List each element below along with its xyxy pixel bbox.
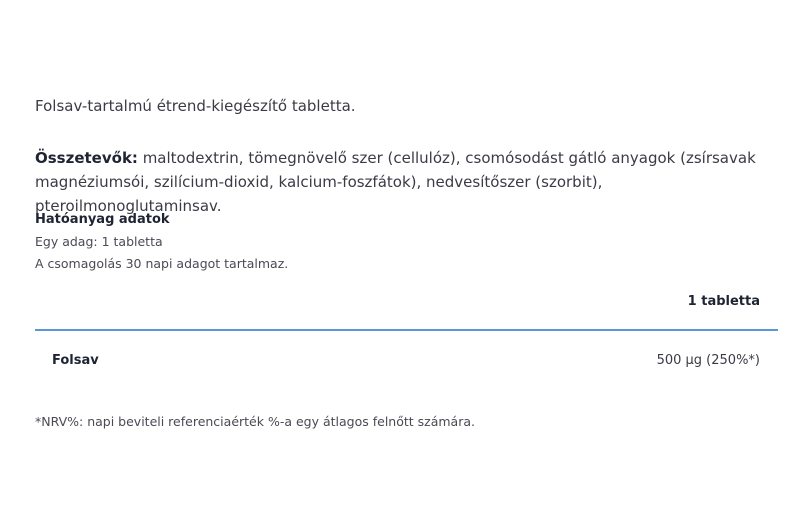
package-info: A csomagolás 30 napi adagot tartalmaz. — [35, 256, 289, 271]
table-divider — [35, 329, 778, 331]
ingredients-label: Összetevők: — [35, 149, 138, 167]
table-row-name: Folsav — [52, 353, 99, 368]
table-row-value: 500 µg (250%*) — [656, 353, 760, 368]
table-column-header: 1 tabletta — [687, 294, 760, 309]
intro-text: Folsav-tartalmú étrend-kiegészítő tabletta. — [35, 97, 356, 115]
ingredients-text: maltodextrin, tömegnövelő szer (cellulóz), csomósodást gátló anyagok (zsírsavak magnéziumsói, szilícium-dioxid, kalcium-foszfátok), nedvesítőszer (szorbit), pteroilmonoglutaminsav. — [35, 149, 756, 215]
nrv-footnote: *NRV%: napi beviteli referenciaérték %-a egy átlagos felnőtt számára. — [35, 414, 475, 429]
serving-size: Egy adag: 1 tabletta — [35, 234, 163, 249]
ingredients-paragraph — [35, 146, 780, 218]
active-data-title: Hatóanyag adatok — [35, 212, 170, 227]
